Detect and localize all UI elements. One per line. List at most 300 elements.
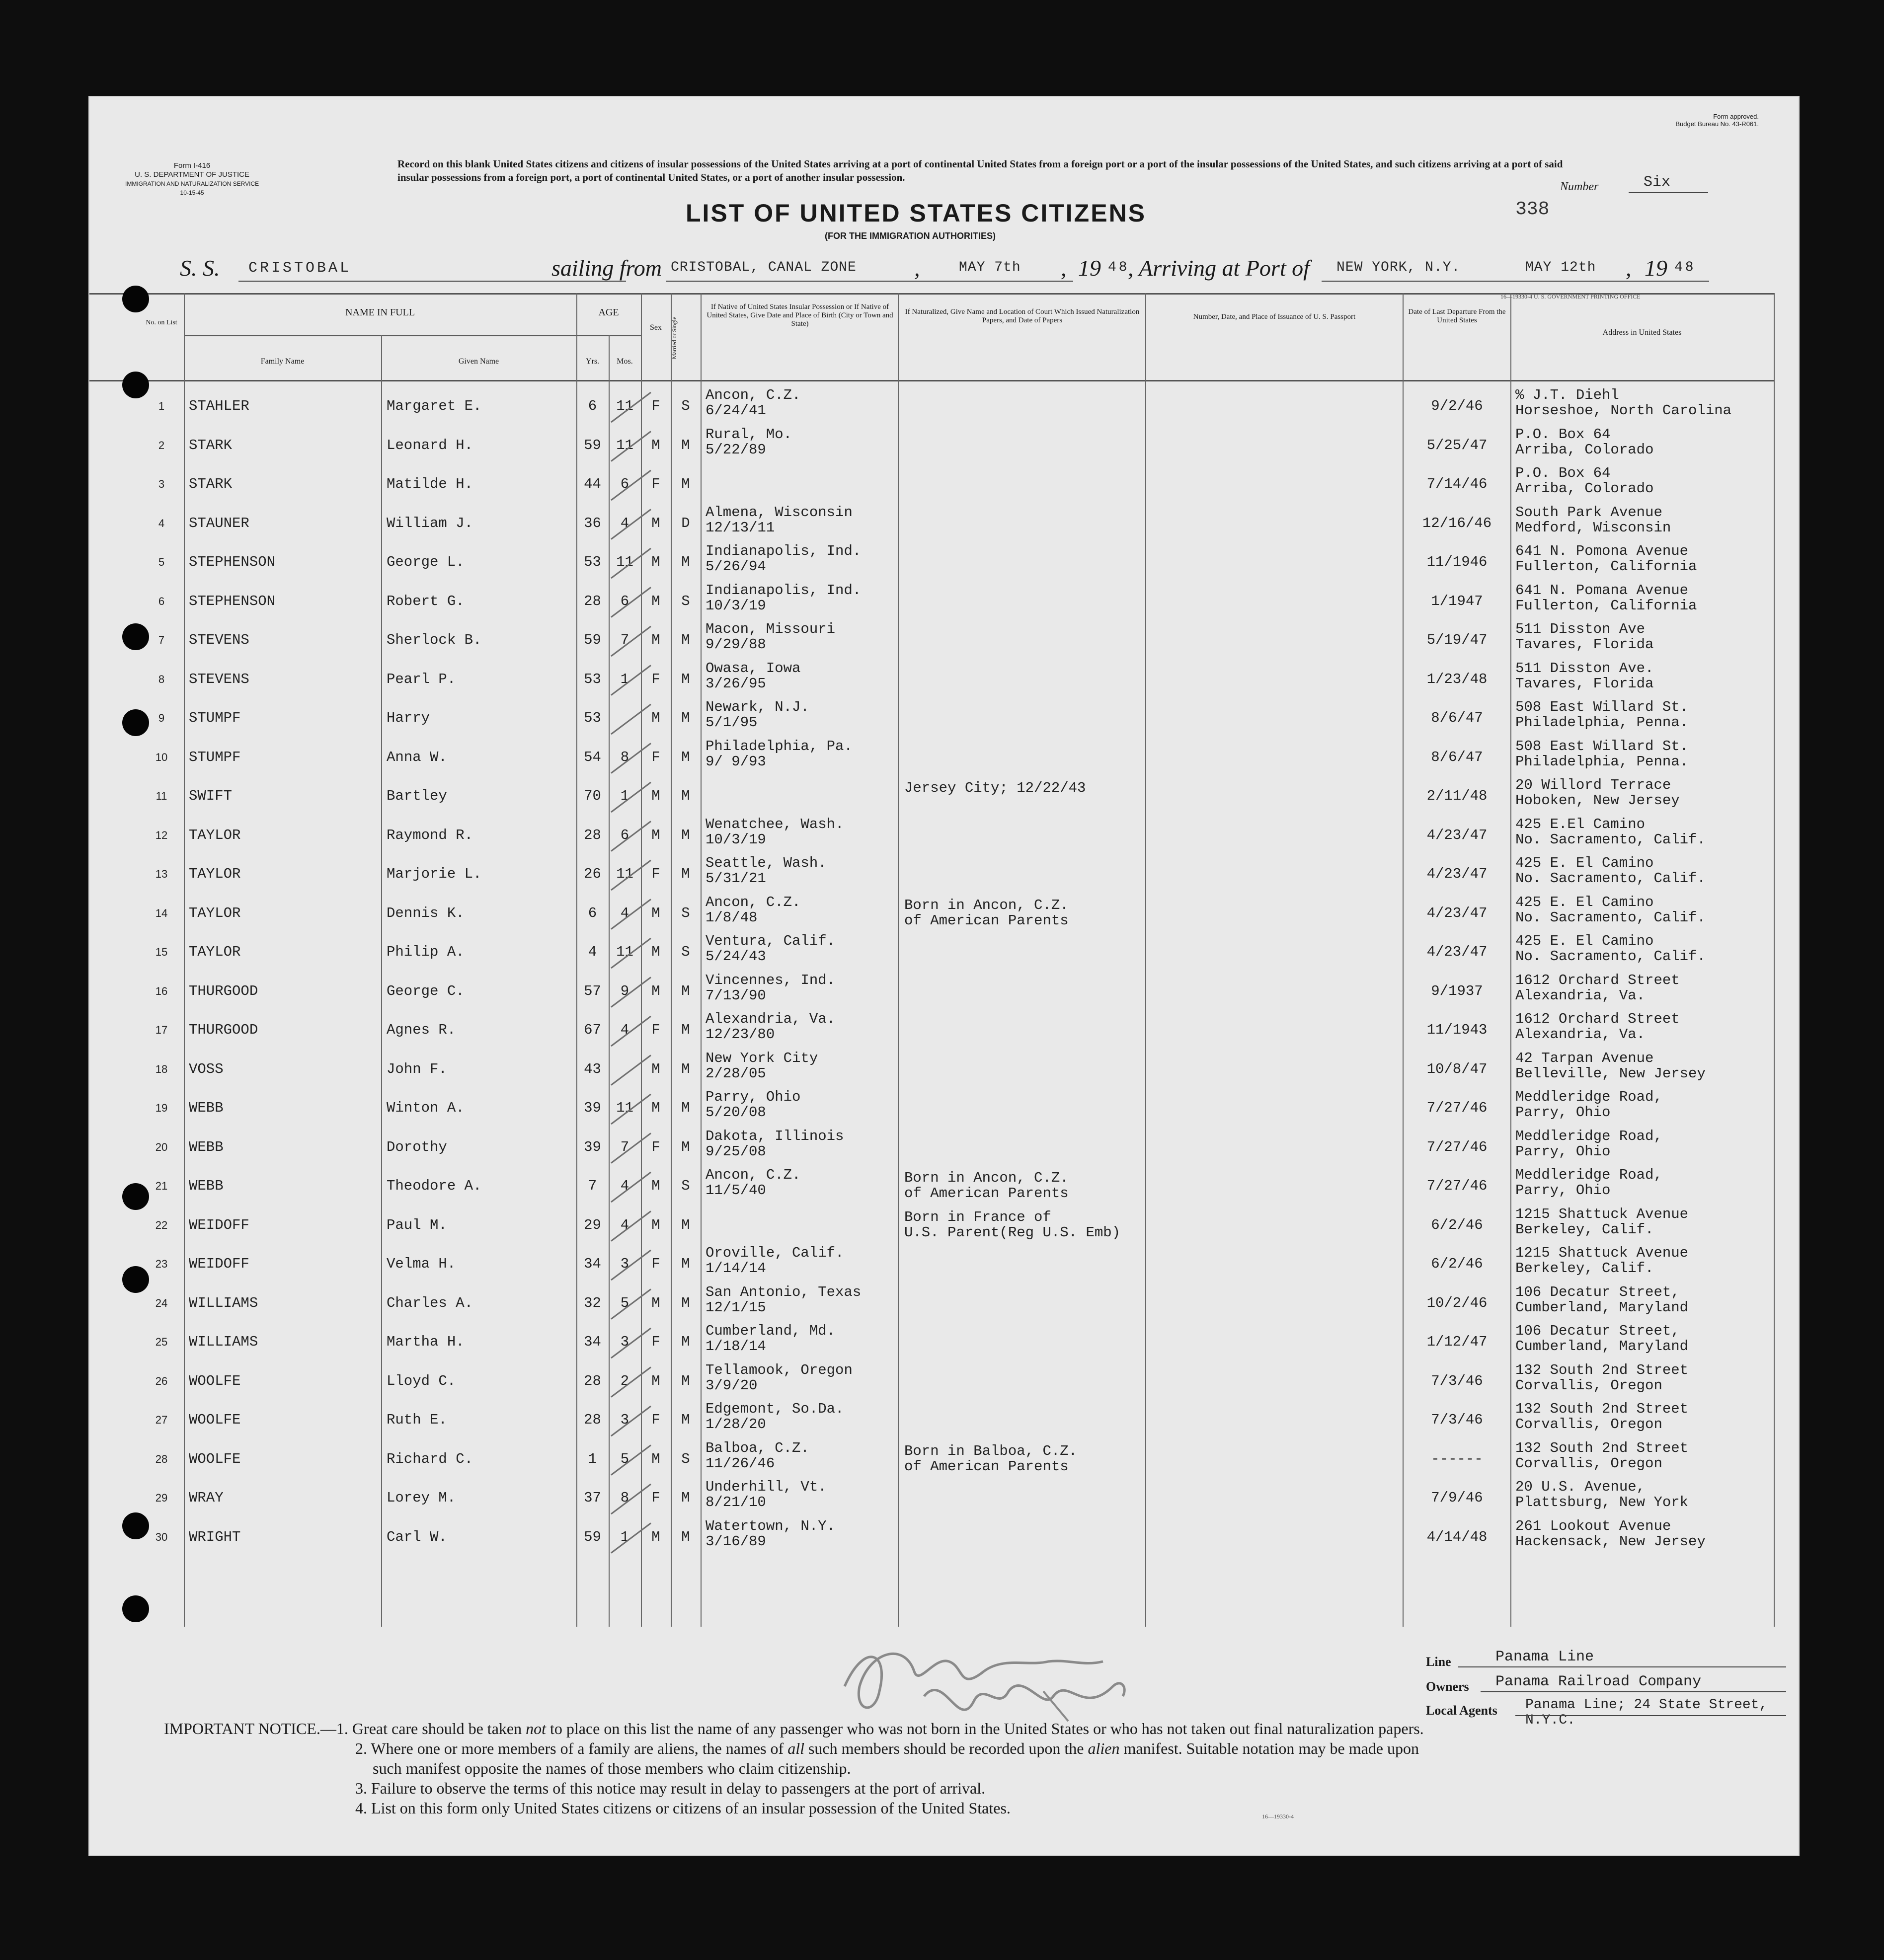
address-line-1: 425 E.El Camino: [1515, 816, 1646, 832]
address-line-1: 20 U.S. Avenue,: [1515, 1479, 1646, 1495]
birth-place: Rural, Mo.: [706, 426, 792, 443]
number-label: Number: [1560, 180, 1599, 193]
arriving-label: , Arriving at Port of: [1128, 255, 1310, 281]
family-name: WOOLFE: [189, 1372, 241, 1389]
marital-status: M: [681, 788, 690, 804]
sex: M: [651, 944, 660, 960]
last-departure: 4/23/47: [1426, 866, 1488, 882]
last-departure: 4/14/48: [1426, 1528, 1488, 1545]
row-number: 7: [158, 634, 165, 646]
family-name: STEPHENSON: [189, 554, 276, 570]
notice-1-emphasis: not: [526, 1720, 546, 1737]
check-mark: [611, 392, 651, 422]
line-underline: [1458, 1666, 1786, 1667]
check-mark: [611, 1523, 651, 1553]
check-mark: [611, 510, 651, 539]
check-mark: [611, 666, 651, 695]
last-departure: 4/23/47: [1426, 944, 1488, 960]
birth-place: Indianapolis, Ind.: [706, 582, 862, 599]
address-line-1: 641 N. Pomona Avenue: [1515, 543, 1689, 559]
age-years: 39: [584, 1138, 601, 1155]
row-number: 26: [155, 1374, 168, 1387]
marital-status: D: [681, 515, 690, 531]
age-months: 4: [620, 1022, 629, 1038]
age-months: 11: [616, 437, 633, 453]
given-name: Sherlock B.: [387, 632, 482, 648]
row-number: 27: [155, 1414, 168, 1426]
last-departure: 9/2/46: [1431, 398, 1483, 414]
birth-place: San Antonio, Texas: [706, 1283, 862, 1300]
age-months: 6: [620, 593, 629, 609]
given-name: Agnes R.: [387, 1022, 456, 1038]
address-line-2: No. Sacramento, Calif.: [1515, 909, 1706, 926]
last-departure: 1/23/48: [1426, 671, 1488, 687]
given-name: John F.: [387, 1060, 447, 1077]
birth-place: Tellamook, Oregon: [706, 1361, 853, 1378]
agents-label: Local Agents: [1426, 1703, 1497, 1718]
col-rule: [1145, 293, 1146, 1627]
sex: M: [651, 632, 660, 648]
address-line-1: 511 Disston Ave.: [1515, 660, 1654, 677]
family-name: TAYLOR: [189, 827, 241, 843]
binder-hole: [122, 1266, 149, 1293]
row-number: 15: [155, 946, 168, 958]
address-line-2: No. Sacramento, Calif.: [1515, 831, 1706, 848]
last-departure: 11/1943: [1426, 1022, 1488, 1038]
subheader-rule: [184, 335, 641, 336]
family-name: TAYLOR: [189, 905, 241, 921]
birth-date: 5/26/94: [706, 558, 766, 575]
age-years: 36: [584, 515, 601, 531]
sex: F: [651, 866, 660, 882]
sex: F: [651, 671, 660, 687]
department: U. S. DEPARTMENT OF JUSTICE: [135, 170, 249, 179]
age-months: 11: [616, 866, 633, 882]
marital-status: M: [681, 1060, 690, 1077]
birth-date: 3/26/95: [706, 675, 766, 692]
marital-status: M: [681, 671, 690, 687]
col-rule: [1510, 293, 1511, 1627]
sex: M: [651, 1372, 660, 1389]
header-married-single: Married or Single: [671, 316, 678, 359]
printing-office: 16—19330-4 U. S. GOVERNMENT PRINTING OFFICE: [1500, 293, 1641, 300]
address-line-2: Parry, Ohio: [1515, 1143, 1611, 1160]
age-years: 53: [584, 671, 601, 687]
family-name: WILLIAMS: [189, 1334, 258, 1350]
given-name: Charles A.: [387, 1294, 473, 1311]
marital-status: M: [681, 554, 690, 570]
marital-status: M: [681, 1216, 690, 1233]
address-line-1: 511 Disston Ave: [1515, 621, 1646, 637]
number-underline: [1629, 192, 1708, 193]
sex: M: [651, 515, 660, 531]
sex: M: [651, 788, 660, 804]
sex: F: [651, 1334, 660, 1350]
birth-place: New York City: [706, 1050, 818, 1066]
marital-status: M: [681, 1256, 690, 1272]
notice-2b: such members should be recorded upon the: [804, 1739, 1088, 1757]
notice-2-emphasis: all: [787, 1739, 804, 1757]
check-mark: [611, 1055, 651, 1085]
check-mark: [611, 626, 651, 656]
row-number: 13: [155, 868, 168, 880]
family-name: STEVENS: [189, 671, 249, 687]
manifest-page: [89, 97, 1799, 1855]
address-line-1: 20 Willord Terrace: [1515, 777, 1671, 793]
table-top-rule: [89, 293, 1774, 295]
notice-2c: manifest. Suitable notation may be made upon: [1119, 1739, 1419, 1757]
address-line-2: Cumberland, Maryland: [1515, 1338, 1689, 1355]
sex: M: [651, 905, 660, 921]
given-name: Raymond R.: [387, 827, 473, 843]
marital-status: M: [681, 437, 690, 453]
sex: M: [651, 1528, 660, 1545]
given-name: Velma H.: [387, 1256, 456, 1272]
birth-date: 9/ 9/93: [706, 753, 766, 770]
given-name: Winton A.: [387, 1100, 465, 1116]
age-years: 54: [584, 749, 601, 765]
age-months: 6: [620, 827, 629, 843]
address-line-2: Corvallis, Oregon: [1515, 1377, 1662, 1394]
family-name: STUMPF: [189, 710, 241, 726]
header-address: Address in United States: [1602, 328, 1682, 337]
sex: M: [651, 1294, 660, 1311]
owners-label: Owners: [1426, 1679, 1469, 1694]
depart-date: MAY 7th: [959, 260, 1021, 275]
family-name: VOSS: [189, 1060, 224, 1077]
naturalization-note-2: of American Parents: [904, 1185, 1069, 1202]
address-line-1: Meddleridge Road,: [1515, 1089, 1662, 1105]
last-departure: 5/19/47: [1426, 632, 1488, 648]
family-name: WILLIAMS: [189, 1294, 258, 1311]
address-line-2: Tavares, Florida: [1515, 675, 1654, 692]
notice-3: 3. Failure to observe the terms of this notice may result in delay to passengers at the port of arrival.: [355, 1779, 986, 1797]
check-mark: [611, 1133, 651, 1163]
last-departure: 1/12/47: [1426, 1334, 1488, 1350]
header-bottom-rule: [89, 380, 1774, 381]
check-mark: [611, 704, 651, 734]
birth-date: 6/24/41: [706, 402, 766, 419]
address-line-1: 1215 Shattuck Avenue: [1515, 1206, 1689, 1222]
address-line-2: Corvallis, Oregon: [1515, 1416, 1662, 1432]
check-mark: [611, 1445, 651, 1475]
address-line-2: Parry, Ohio: [1515, 1104, 1611, 1121]
row-number: 3: [158, 478, 165, 490]
marital-status: M: [681, 1138, 690, 1155]
family-name: STARK: [189, 437, 233, 453]
row-number: 12: [155, 829, 168, 841]
line-value: Panama Line: [1495, 1649, 1594, 1665]
address-line-1: 261 Lookout Avenue: [1515, 1517, 1671, 1534]
header-given-name: Given Name: [458, 357, 499, 366]
address-line-2: Fullerton, California: [1515, 597, 1697, 614]
address-line-2: Berkeley, Calif.: [1515, 1260, 1654, 1277]
last-departure: 1/1947: [1431, 593, 1483, 609]
family-name: WOOLFE: [189, 1412, 241, 1428]
address-line-1: P.O. Box 64: [1515, 426, 1611, 443]
birth-date: 10/3/19: [706, 831, 766, 848]
header-name-in-full: NAME IN FULL: [345, 307, 415, 318]
age-years: 67: [584, 1022, 601, 1038]
check-mark: [611, 900, 651, 929]
given-name: Philip A.: [387, 944, 465, 960]
address-line-2: Hackensack, New Jersey: [1515, 1533, 1706, 1550]
birth-date: 5/22/89: [706, 441, 766, 458]
check-mark: [611, 432, 651, 461]
approval-line-1: Form approved.: [1713, 113, 1759, 120]
arrival-port: NEW YORK, N.Y.: [1336, 260, 1461, 275]
last-departure: 11/1946: [1426, 554, 1488, 570]
last-departure: 6/2/46: [1431, 1256, 1483, 1272]
age-years: 53: [584, 710, 601, 726]
last-departure: ------: [1431, 1450, 1483, 1467]
notice-2-emphasis-2: alien: [1088, 1739, 1120, 1757]
sex: M: [651, 982, 660, 999]
age-years: 28: [584, 1412, 601, 1428]
check-mark: [611, 1172, 651, 1202]
birth-place: Newark, N.J.: [706, 699, 809, 715]
birth-date: 1/8/48: [706, 909, 758, 926]
sex: F: [651, 1256, 660, 1272]
birth-place: Vincennes, Ind.: [706, 972, 836, 988]
address-line-2: No. Sacramento, Calif.: [1515, 948, 1706, 965]
address-line-2: Philadelphia, Penna.: [1515, 714, 1689, 731]
given-name: William J.: [387, 515, 473, 531]
address-line-1: 425 E. El Camino: [1515, 855, 1654, 871]
birth-place: Cumberland, Md.: [706, 1323, 836, 1339]
row-number: 20: [155, 1140, 168, 1153]
marital-status: M: [681, 1490, 690, 1506]
check-mark: [611, 1367, 651, 1397]
row-number: 28: [155, 1452, 168, 1465]
age-years: 28: [584, 1372, 601, 1389]
birth-place: Seattle, Wash.: [706, 855, 827, 871]
birth-place: Balboa, C.Z.: [706, 1439, 809, 1456]
sex: M: [651, 1178, 660, 1194]
address-line-2: Horseshoe, North Carolina: [1515, 402, 1732, 419]
address-line-2: Philadelphia, Penna.: [1515, 753, 1689, 770]
age-years: 59: [584, 1528, 601, 1545]
given-name: Pearl P.: [387, 671, 456, 687]
marital-status: M: [681, 1372, 690, 1389]
birth-place: Wenatchee, Wash.: [706, 816, 844, 832]
address-line-2: Belleville, New Jersey: [1515, 1065, 1706, 1082]
family-name: STUMPF: [189, 749, 241, 765]
last-departure: 7/9/46: [1431, 1490, 1483, 1506]
row-number: 25: [155, 1336, 168, 1348]
last-departure: 7/27/46: [1426, 1100, 1488, 1116]
header-sex: Sex: [650, 323, 662, 332]
row-number: 16: [155, 984, 168, 997]
marital-status: M: [681, 632, 690, 648]
depart-underline: [934, 281, 1073, 282]
family-name: WEIDOFF: [189, 1216, 249, 1233]
check-mark: [611, 782, 651, 812]
given-name: Matilde H.: [387, 476, 473, 492]
age-months: 11: [616, 398, 633, 414]
age-years: 1: [588, 1450, 597, 1467]
address-line-2: Tavares, Florida: [1515, 636, 1654, 653]
address-line-2: No. Sacramento, Calif.: [1515, 870, 1706, 887]
age-months: 1: [620, 788, 629, 804]
row-number: 10: [155, 751, 168, 763]
family-name: WRIGHT: [189, 1528, 241, 1545]
birth-place: Macon, Missouri: [706, 621, 836, 637]
given-name: Lloyd C.: [387, 1372, 456, 1389]
family-name: WOOLFE: [189, 1450, 241, 1467]
approval-block: [1675, 113, 1759, 128]
sex: M: [651, 593, 660, 609]
family-name: STAHLER: [189, 398, 249, 414]
age-years: 4: [588, 944, 597, 960]
row-number: 21: [155, 1180, 168, 1192]
age-years: 6: [588, 398, 597, 414]
birth-date: 2/28/05: [706, 1065, 766, 1082]
header-no-on-list: No. on List: [146, 319, 177, 326]
family-name: STARK: [189, 476, 233, 492]
arrival-comma: ,: [1626, 255, 1632, 281]
naturalization-note-2: U.S. Parent(Reg U.S. Emb): [904, 1224, 1121, 1241]
marital-status: M: [681, 827, 690, 843]
family-name: WEBB: [189, 1100, 224, 1116]
header-mos: Mos.: [617, 357, 633, 366]
agents-value: Panama Line; 24 State Street, N.Y.C.: [1525, 1697, 1768, 1728]
marital-status: S: [681, 593, 690, 609]
binder-hole: [122, 1595, 149, 1622]
form-number: Form I-416: [173, 161, 211, 170]
age-months: 6: [620, 476, 629, 492]
notice-2d: such manifest opposite the names of those members who claim citizenship.: [373, 1759, 851, 1777]
given-name: Margaret E.: [387, 398, 482, 414]
birth-place: Underhill, Vt.: [706, 1479, 827, 1495]
naturalization-note-2: of American Parents: [904, 1458, 1069, 1475]
row-number: 22: [155, 1218, 168, 1231]
sailing-from: CRISTOBAL, CANAL ZONE: [671, 260, 857, 275]
sex: M: [651, 710, 660, 726]
age-months: 7: [620, 632, 629, 648]
vessel-name: CRISTOBAL: [248, 260, 352, 277]
col-rule: [381, 335, 382, 1627]
family-name: WEBB: [189, 1138, 224, 1155]
check-mark: [611, 1016, 651, 1046]
age-years: 39: [584, 1100, 601, 1116]
last-departure: 12/16/46: [1422, 515, 1492, 531]
age-years: 57: [584, 982, 601, 999]
header-passport: Number, Date, and Place of Issuance of U. S. Passport: [1193, 313, 1356, 321]
arrival-date: MAY 12th: [1525, 260, 1596, 275]
row-number: 2: [158, 439, 165, 452]
number-value: Six: [1644, 174, 1671, 191]
age-months: 4: [620, 1178, 629, 1194]
age-years: 7: [588, 1178, 597, 1194]
address-line-1: 106 Decatur Street,: [1515, 1283, 1680, 1300]
last-departure: 10/8/47: [1426, 1060, 1488, 1077]
age-months: 3: [620, 1412, 629, 1428]
sex: F: [651, 1138, 660, 1155]
address-line-1: 508 East Willard St.: [1515, 738, 1689, 754]
sex: M: [651, 1450, 660, 1467]
last-departure: 2/11/48: [1426, 788, 1488, 804]
family-name: STEPHENSON: [189, 593, 276, 609]
given-name: Harry: [387, 710, 430, 726]
age-years: 29: [584, 1216, 601, 1233]
birth-place: Almena, Wisconsin: [706, 504, 853, 521]
birth-date: 1/28/20: [706, 1416, 766, 1432]
naturalization-note-2: of American Parents: [904, 912, 1069, 929]
age-years: 53: [584, 554, 601, 570]
given-name: Bartley: [387, 788, 447, 804]
last-departure: 7/14/46: [1426, 476, 1488, 492]
row-number: 24: [155, 1296, 168, 1309]
check-marks: [596, 387, 706, 1560]
row-number: 1: [158, 400, 165, 412]
notice-2a: 2. Where one or more members of a family are aliens, the names of: [355, 1739, 788, 1757]
marital-status: M: [681, 476, 690, 492]
family-name: WEIDOFF: [189, 1256, 249, 1272]
address-line-2: Medford, Wisconsin: [1515, 519, 1671, 536]
age-months: 11: [616, 554, 633, 570]
age-months: 1: [620, 671, 629, 687]
address-line-2: Alexandria, Va.: [1515, 1026, 1646, 1043]
year-prefix: 19: [1078, 255, 1101, 281]
check-mark: [611, 548, 651, 578]
address-line-1: 42 Tarpan Avenue: [1515, 1050, 1654, 1066]
owners-value: Panama Railroad Company: [1495, 1673, 1702, 1690]
notice-1a: Great care should be taken: [352, 1720, 526, 1737]
age-years: 59: [584, 632, 601, 648]
marital-status: S: [681, 1450, 690, 1467]
family-name: THURGOOD: [189, 1022, 258, 1038]
address-line-1: 132 South 2nd Street: [1515, 1439, 1689, 1456]
row-number: 9: [158, 712, 165, 724]
sex: F: [651, 1490, 660, 1506]
citizens-table: [89, 293, 1774, 1627]
sex: M: [651, 1100, 660, 1116]
check-mark: [611, 588, 651, 617]
page-title: LIST OF UNITED STATES CITIZENS: [686, 199, 1147, 227]
sex: M: [651, 827, 660, 843]
address-line-1: South Park Avenue: [1515, 504, 1662, 521]
row-number: 11: [156, 790, 167, 802]
comma-1: ,: [914, 255, 920, 281]
age-months: 8: [620, 1490, 629, 1506]
birth-date: 10/3/19: [706, 597, 766, 614]
birth-place: Parry, Ohio: [706, 1089, 801, 1105]
family-name: STAUNER: [189, 515, 249, 531]
marital-status: M: [681, 710, 690, 726]
marital-status: M: [681, 749, 690, 765]
birth-place: Dakota, Illinois: [706, 1128, 844, 1144]
address-line-1: 641 N. Pomana Avenue: [1515, 582, 1689, 599]
address-line-2: Corvallis, Oregon: [1515, 1455, 1662, 1472]
binder-hole: [122, 286, 149, 312]
line-label: Line: [1426, 1655, 1451, 1669]
given-name: Dennis K.: [387, 905, 465, 921]
row-number: 23: [155, 1258, 168, 1270]
family-name: TAYLOR: [189, 866, 241, 882]
birth-date: 7/13/90: [706, 987, 766, 1004]
row-number: 19: [155, 1102, 168, 1114]
naturalization-note: Jersey City; 12/22/43: [904, 780, 1086, 796]
given-name: Robert G.: [387, 593, 465, 609]
given-name: Dorothy: [387, 1138, 447, 1155]
row-number: 17: [155, 1024, 168, 1036]
sex: M: [651, 1216, 660, 1233]
check-mark: [611, 1211, 651, 1241]
family-name: STEVENS: [189, 632, 249, 648]
binder-hole: [122, 1183, 149, 1210]
agents-underline: [1515, 1715, 1786, 1716]
